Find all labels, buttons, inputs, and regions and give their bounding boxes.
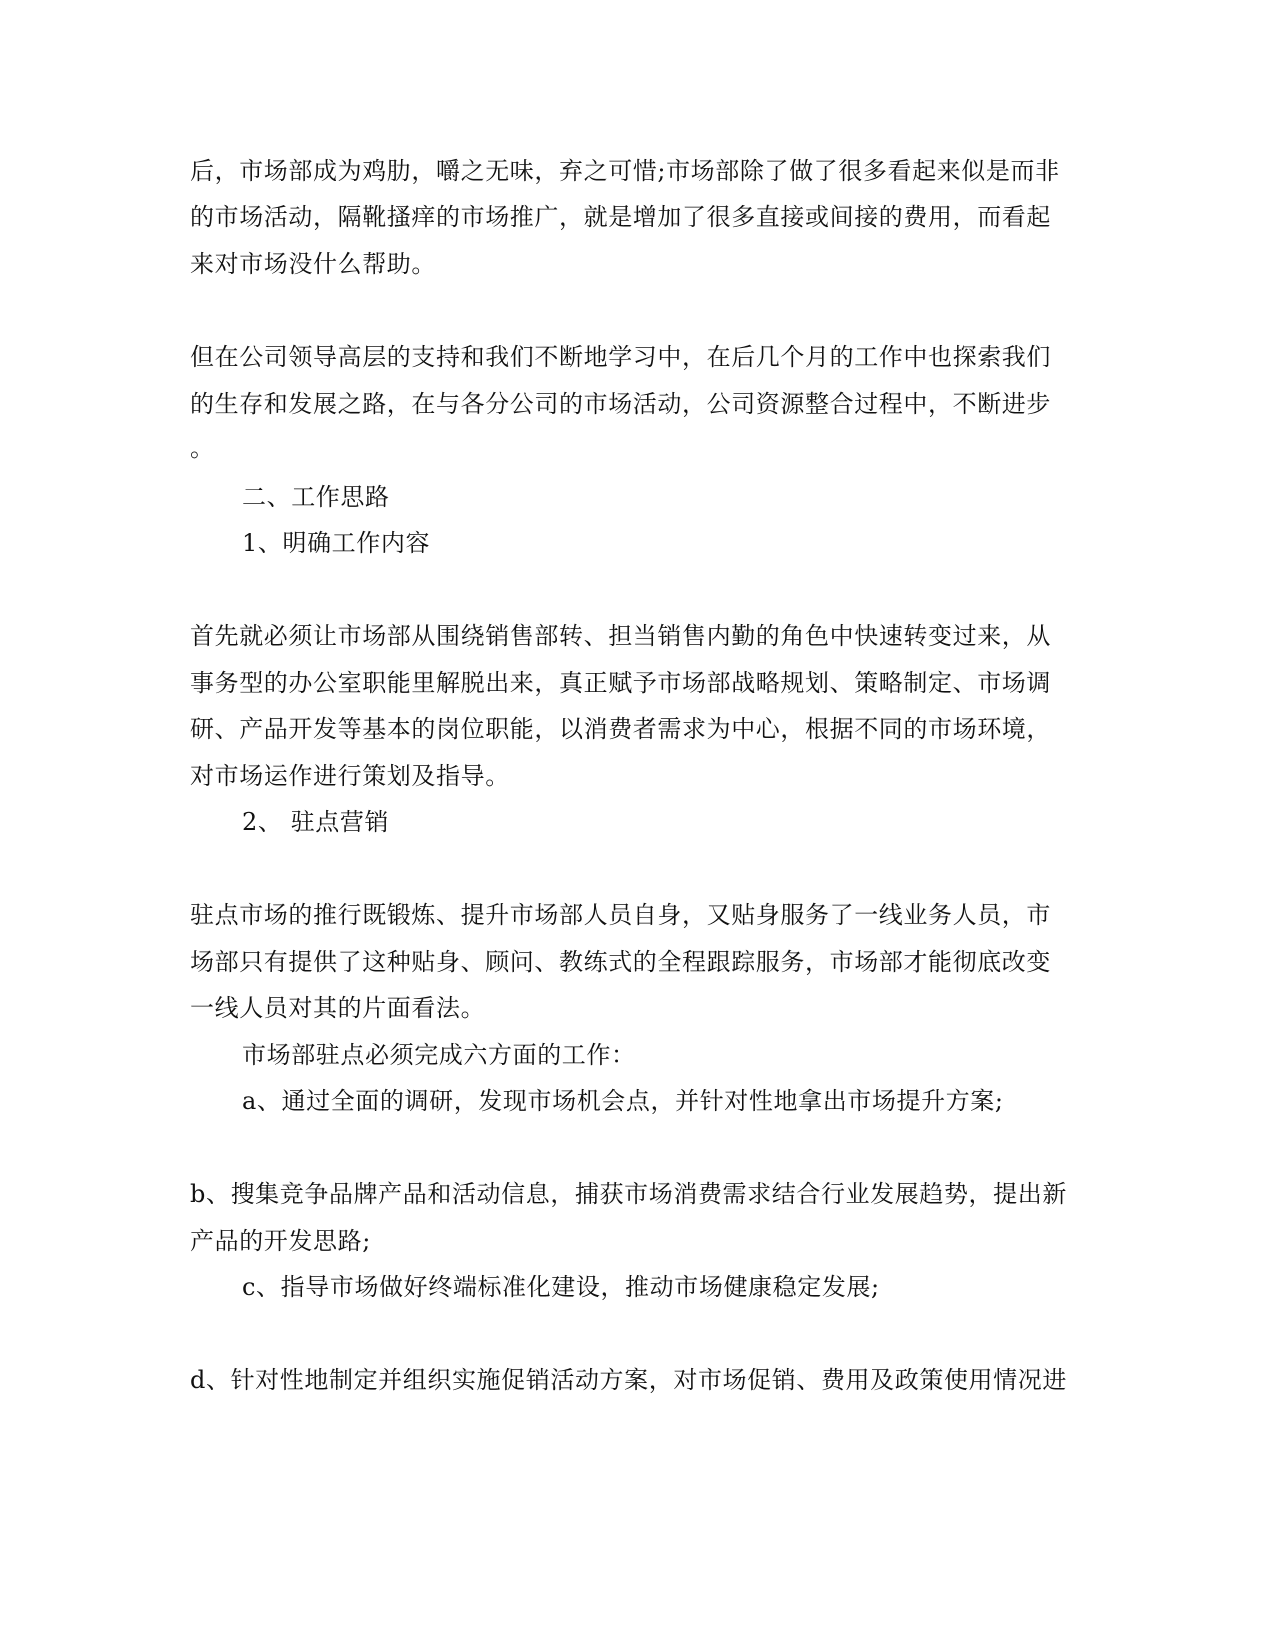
paragraph-line: 研、产品开发等基本的岗位职能，以消费者需求为中心，根据不同的市场环境， <box>190 715 1051 743</box>
subsection-heading: 2、 驻点营销 <box>242 808 390 836</box>
subsection-heading: 1、明确工作内容 <box>242 529 431 557</box>
list-item: c、指导市场做好终端标准化建设，推动市场健康稳定发展; <box>242 1273 880 1301</box>
list-item: b、搜集竞争品牌产品和活动信息，捕获市场消费需求结合行业发展趋势，提出新 <box>190 1180 1067 1208</box>
paragraph-line: 后，市场部成为鸡肋，嚼之无味，弃之可惜;市场部除了做了很多看起来似是而非 <box>190 157 1060 185</box>
paragraph-line: 场部只有提供了这种贴身、顾问、教练式的全程跟踪服务，市场部才能彻底改变 <box>190 948 1051 976</box>
paragraph-line: 驻点市场的推行既锻炼、提升市场部人员自身，又贴身服务了一线业务人员，市 <box>190 901 1051 929</box>
paragraph-line: 首先就必须让市场部从围绕销售部转、担当销售内勤的角色中快速转变过来，从 <box>190 622 1051 650</box>
paragraph-line: 事务型的办公室职能里解脱出来，真正赋予市场部战略规划、策略制定、市场调 <box>190 669 1051 697</box>
list-item: a、通过全面的调研，发现市场机会点，并针对性地拿出市场提升方案; <box>242 1087 1004 1115</box>
paragraph-line: 。 <box>190 434 215 462</box>
list-item: d、针对性地制定并组织实施促销活动方案，对市场促销、费用及政策使用情况进 <box>190 1366 1067 1394</box>
paragraph-line: 对市场运作进行策划及指导。 <box>190 762 510 790</box>
paragraph-line: 但在公司领导高层的支持和我们不断地学习中，在后几个月的工作中也探索我们 <box>190 343 1051 371</box>
paragraph-line: 的生存和发展之路，在与各分公司的市场活动，公司资源整合过程中，不断进步 <box>190 390 1051 418</box>
paragraph-line: 的市场活动，隔靴搔痒的市场推广，就是增加了很多直接或间接的费用，而看起 <box>190 203 1051 231</box>
section-heading: 二、工作思路 <box>242 483 390 511</box>
paragraph-line: 来对市场没什么帮助。 <box>190 250 436 278</box>
paragraph-line: 一线人员对其的片面看法。 <box>190 994 486 1022</box>
paragraph-line: 产品的开发思路; <box>190 1227 371 1255</box>
paragraph-line: 市场部驻点必须完成六方面的工作： <box>242 1041 636 1069</box>
